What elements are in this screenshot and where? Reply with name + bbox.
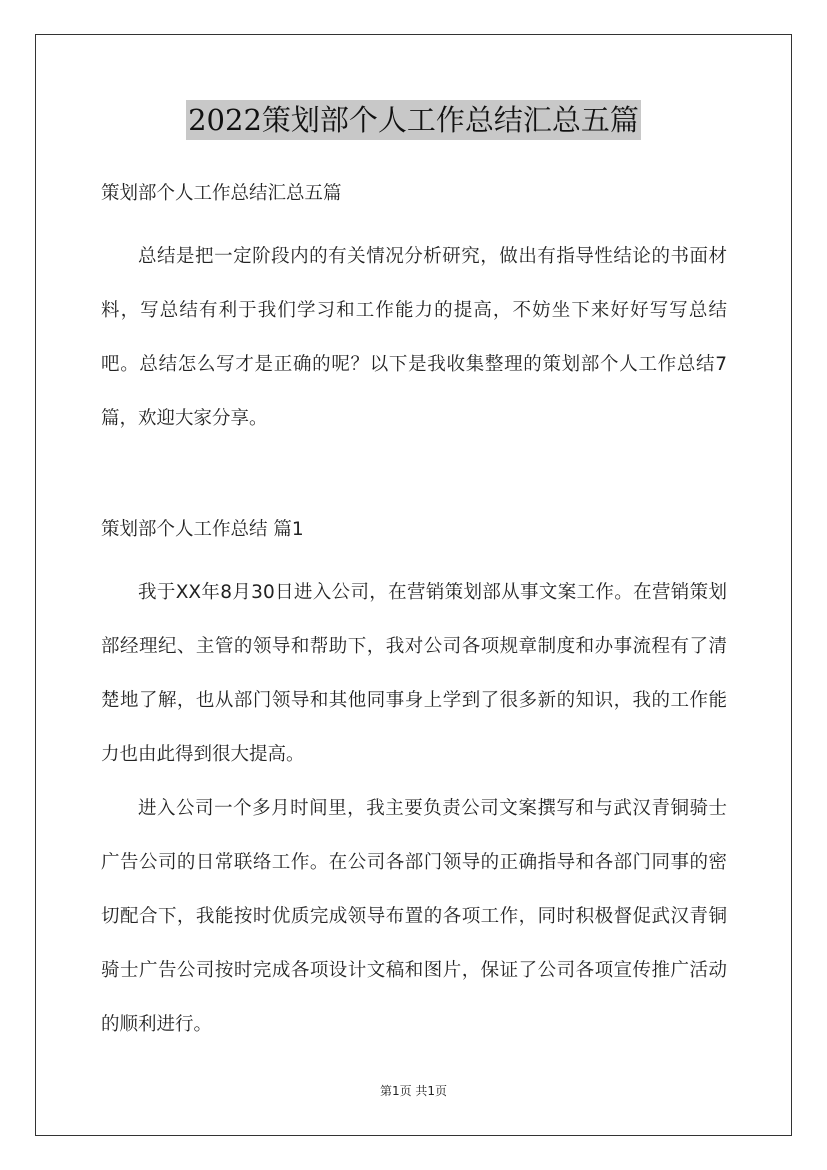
document-title: 2022策划部个人工作总结汇总五篇 (186, 100, 641, 140)
page-footer: 第1页 共1页 (379, 1084, 448, 1098)
section-paragraph: 我于XX年8月30日进入公司，在营销策划部从事文案工作。在营销策划部经理纪、主管的领导和帮助下，我对公司各项规章制度和办事流程有了清楚地了解，也从部门领导和其他同事身上学到了很多新的知识，我的工作能力也由此得到很大提高。 (101, 582, 727, 765)
section-heading: 策划部个人工作总结 篇1 (101, 519, 304, 540)
section-paragraph: 进入公司一个多月时间里，我主要负责公司文案撰写和与武汉青铜骑士广告公司的日常联络工作。在公司各部门领导的正确指导和各部门同事的密切配合下，我能按时优质完成领导布置的各项工作，同时积极督促武汉青铜骑士广告公司按时完成各项设计文稿和图片，保证了公司各项宣传推广活动的顺利进行。 (101, 798, 727, 1035)
document-subtitle: 策划部个人工作总结汇总五篇 (101, 183, 342, 204)
document-body (101, 176, 727, 1052)
intro-paragraph: 总结是把一定阶段内的有关情况分析研究，做出有指导性结论的书面材料，写总结有利于我们学习和工作能力的提高，不妨坐下来好好写写总结吧。总结怎么写才是正确的呢？以下是我收集整理的策划部个人工作总结7篇，欢迎大家分享。 (101, 246, 727, 429)
title-container (0, 100, 827, 140)
